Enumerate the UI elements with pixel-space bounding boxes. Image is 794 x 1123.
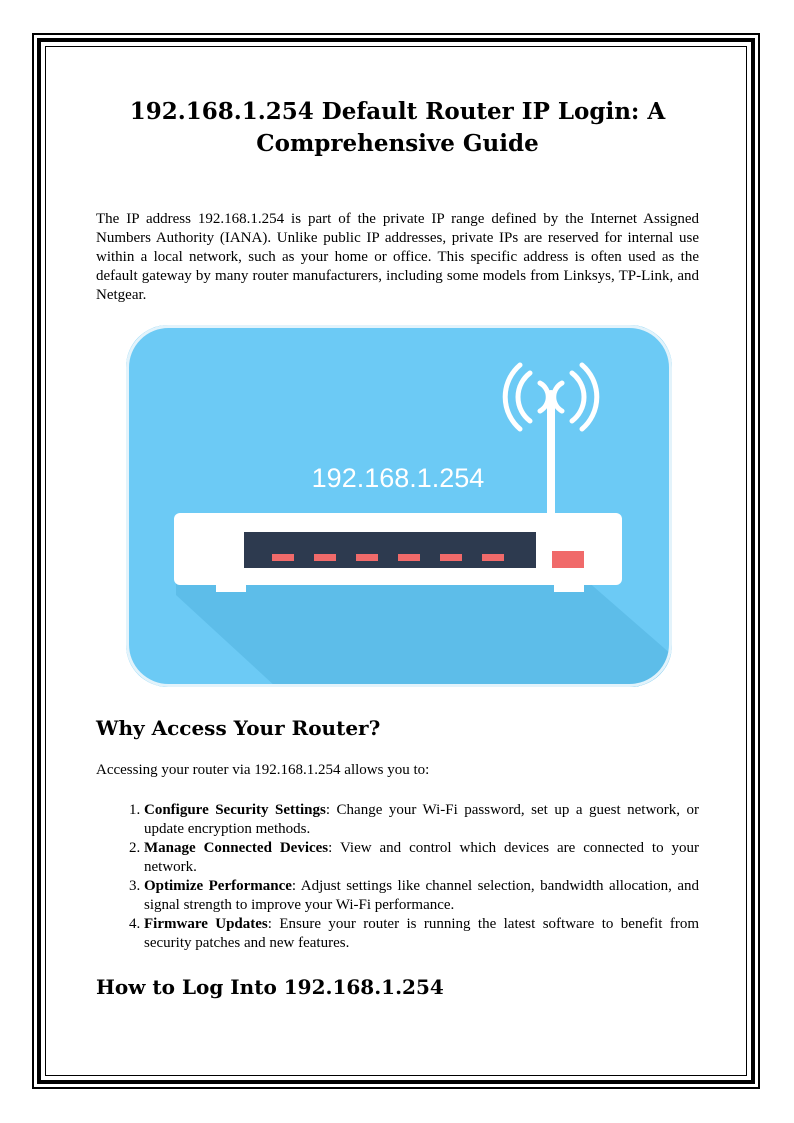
intro-paragraph: The IP address 192.168.1.254 is part of the private IP range defined by the Internet Assigned Numbers Authority (IANA). Unlike public IP addresses, private IPs are reserved for internal use within a local network, such as your home or office. This specific address is often used as the default gateway by many router manufacturers, including some models from Linksys, TP-Link, and Netgear. [96,211,699,303]
list-item-term: Manage Connected Devices [144,840,329,856]
list-item-term: Optimize Performance [144,878,292,894]
document-body [96,96,699,1000]
list-item-text: : Change your Wi-Fi password, set up a guest network, or update encryption methods. [144,802,700,837]
list-item-term: Configure Security Settings [144,802,326,818]
router-port-panel [244,532,536,568]
router-ip-label: 192.168.1.254 [311,463,485,493]
section-heading-why: Why Access Your Router? [96,716,381,740]
router-power-button [552,551,584,568]
list-item [144,877,699,915]
list-item-text: : Ensure your router is running the latest software to benefit from security patches and new features. [144,916,699,951]
section-lead: Accessing your router via 192.168.1.254 allows you to: [96,762,430,778]
list-item-text: : Adjust settings like channel selection, bandwidth allocation, and signal strength to improve your Wi-Fi performance. [144,878,699,913]
list-item [144,915,699,953]
page-title: 192.168.1.254 Default Router IP Login: A Comprehensive Guide [129,98,666,157]
router-foot-left [216,583,246,592]
section-heading-how: How to Log Into 192.168.1.254 [96,975,444,999]
list-item [144,839,699,877]
benefits-list [96,801,699,953]
list-item-text: : View and control which devices are connected to your network. [144,840,700,875]
list-item-term: Firmware Updates [144,916,268,932]
list-item [144,801,699,839]
antenna [547,390,555,522]
router-foot-right [554,583,584,592]
router-illustration [126,325,672,687]
